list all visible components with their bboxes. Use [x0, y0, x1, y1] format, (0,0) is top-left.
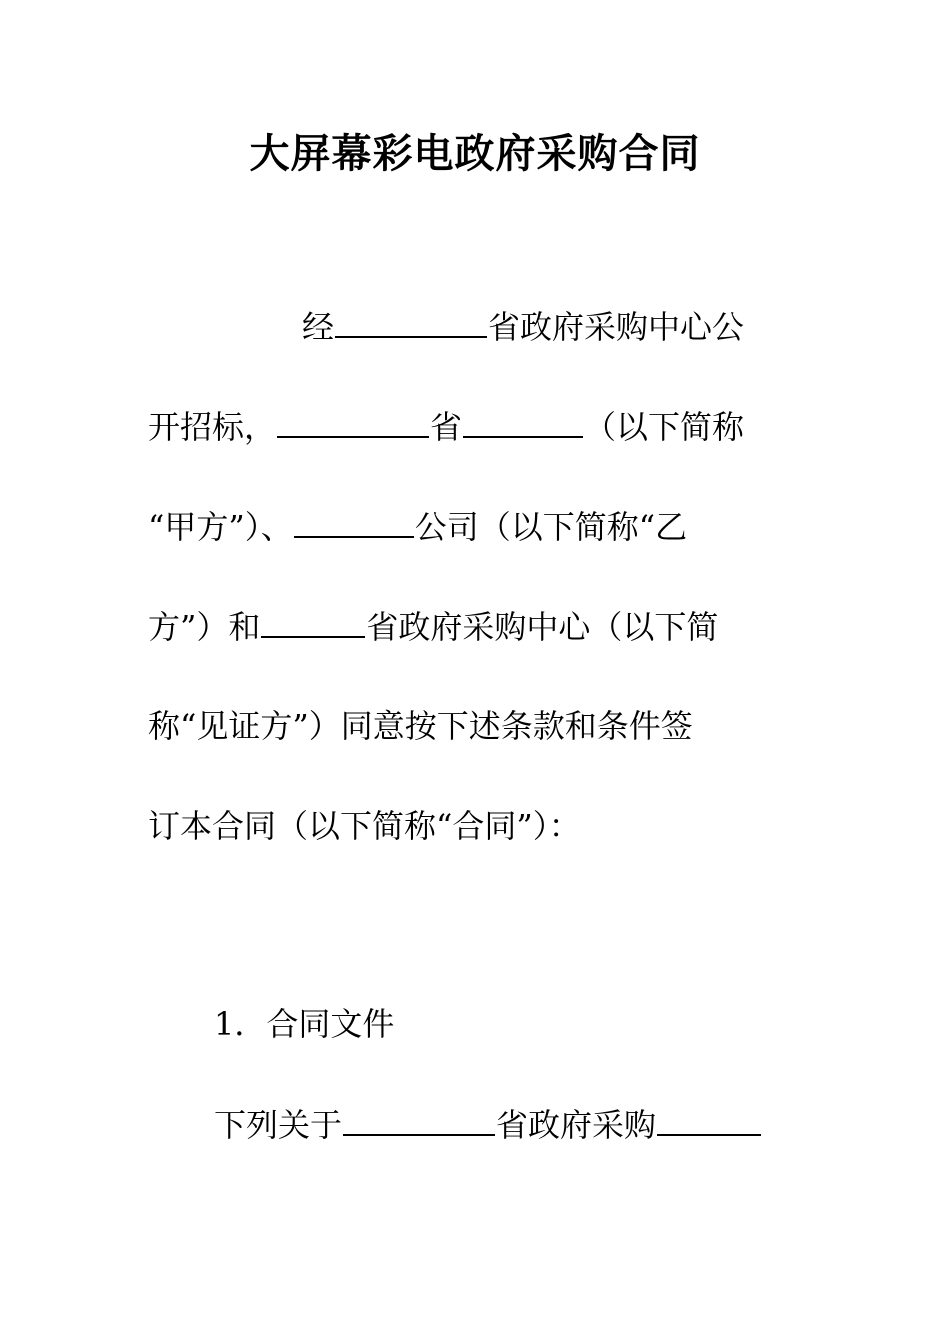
fill-in-blank [463, 406, 583, 438]
paragraph-line-5 [148, 706, 693, 746]
text-segment: 公司（以下简称“乙 [414, 508, 688, 546]
fill-in-blank [261, 606, 365, 638]
paragraph-line-1 [302, 306, 744, 347]
text-segment: 开招标， [148, 408, 277, 446]
text-segment: 省政府采购中心公 [488, 308, 745, 346]
text-segment: 省政府采购 [496, 1106, 657, 1144]
section-line-1 [214, 1104, 762, 1145]
fill-in-blank [343, 1104, 495, 1136]
section-heading-text: 1．合同文件 [214, 1005, 395, 1043]
paragraph-line-2 [148, 406, 744, 447]
text-segment: （以下简称 [584, 408, 745, 446]
text-segment: 下列关于 [214, 1106, 343, 1144]
text-segment: 省政府采购中心（以下简 [366, 608, 719, 646]
fill-in-blank [335, 306, 487, 338]
fill-in-blank [294, 506, 414, 538]
paragraph-line-4 [148, 606, 718, 647]
text-segment: 经 [302, 308, 335, 346]
text-segment: “甲方”）、 [148, 508, 293, 546]
fill-in-blank [277, 406, 429, 438]
fill-in-blank [657, 1104, 761, 1136]
text-segment: 称“见证方”）同意按下述条款和条件签 [148, 707, 693, 745]
text-segment: 省 [430, 408, 463, 446]
text-segment: 订本合同（以下简称“合同”）： [148, 807, 581, 845]
paragraph-line-6 [148, 806, 581, 846]
page-title: 大屏幕彩电政府采购合同 [249, 130, 701, 177]
paragraph-line-3 [148, 506, 687, 547]
section-heading [214, 1004, 394, 1044]
text-segment: 方”）和 [148, 608, 261, 646]
